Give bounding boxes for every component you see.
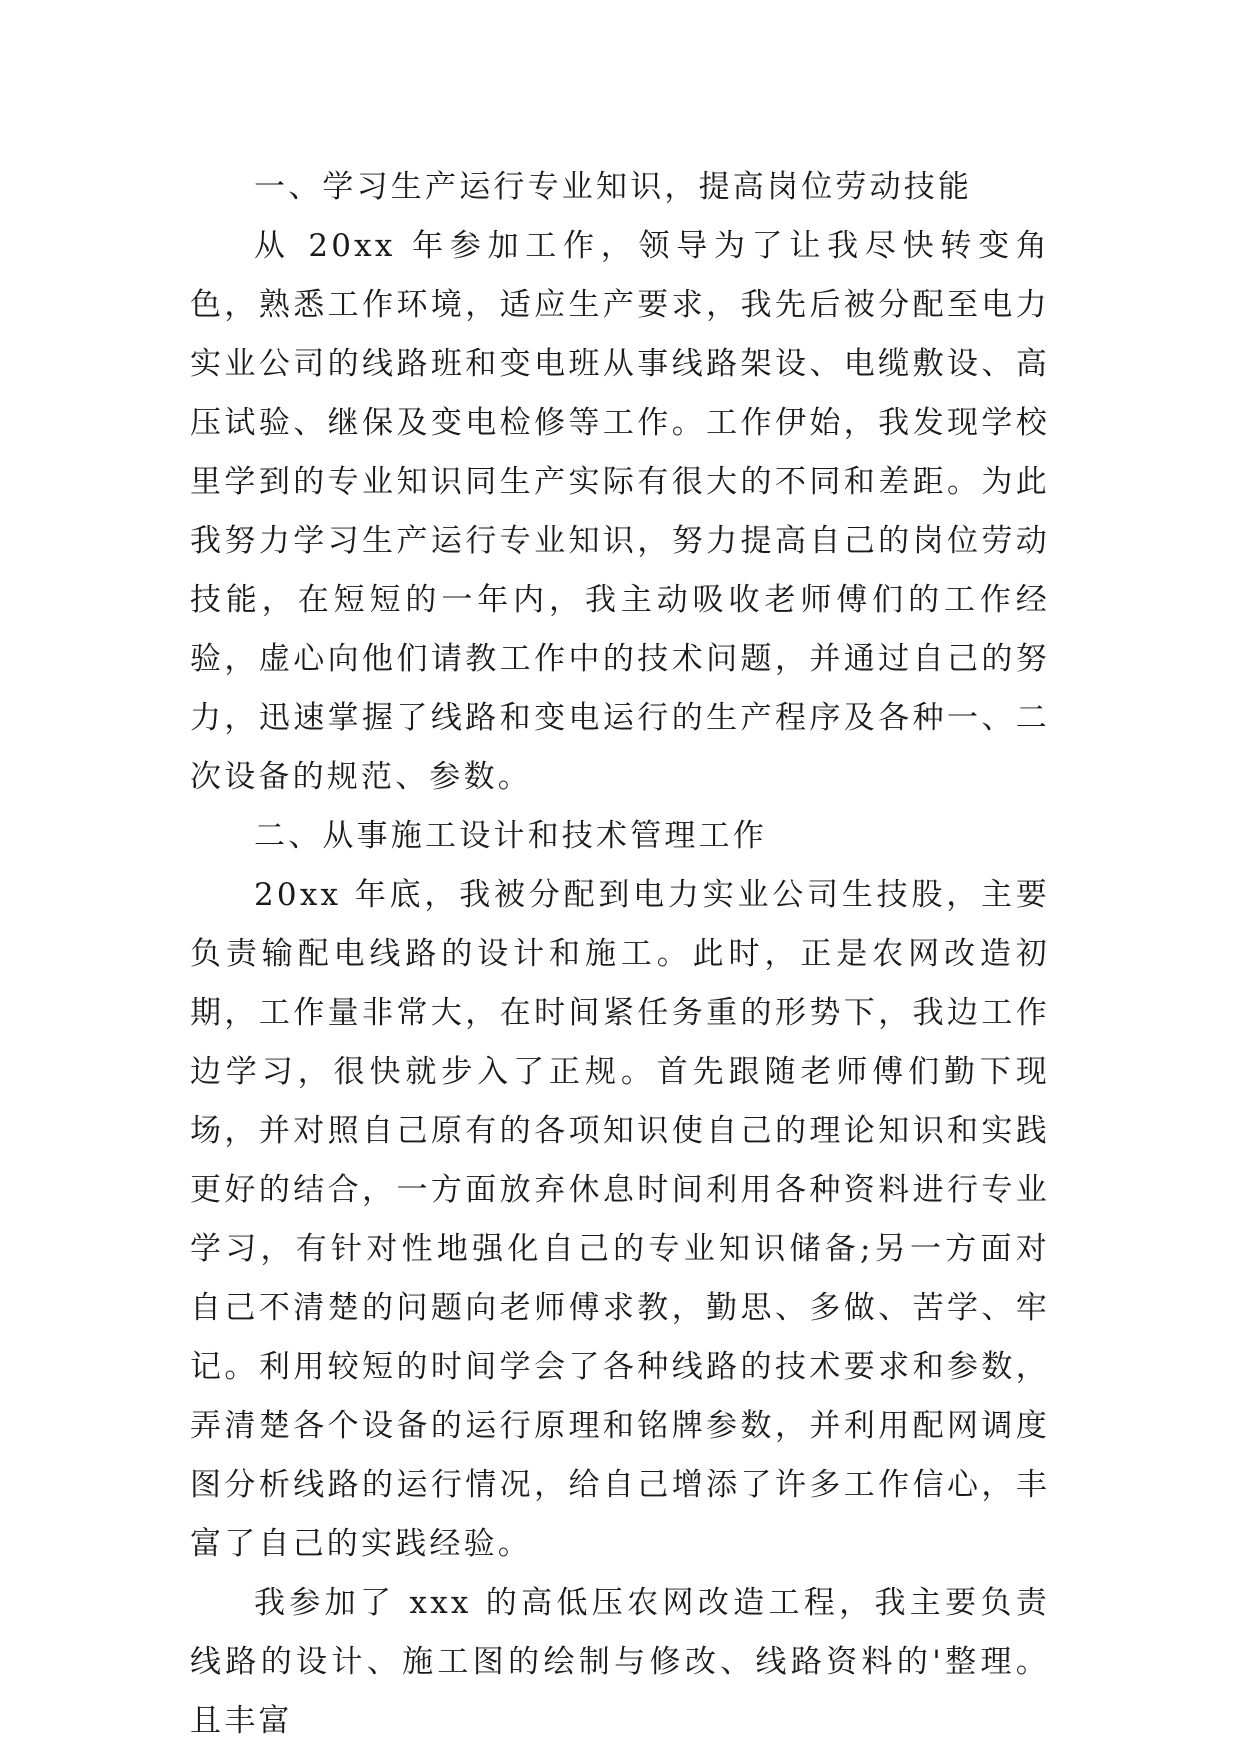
document-body	[190, 158, 1050, 1751]
paragraph-2: 20xx 年底，我被分配到电力实业公司生技股，主要负责输配电线路的设计和施工。此时，正是农网改造初期，工作量非常大，在时间紧任务重的形势下，我边工作边学习，很快就步入了正规。首先跟随老师傅们勤下现场，并对照自己原有的各项知识使自己的理论知识和实践更好的结合，一方面放弃休息时间利用各种资料进行专业学习，有针对性地强化自己的专业知识储备;另一方面对自己不清楚的问题向老师傅求教，勤思、多做、苦学、牢记。利用较短的时间学会了各种线路的技术要求和参数，弄清楚各个设备的运行原理和铭牌参数，并利用配网调度图分析线路的运行情况，给自己增添了许多工作信心，丰富了自己的实践经验。	[190, 877, 1050, 1562]
section-heading-2: 二、从事施工设计和技术管理工作	[254, 818, 767, 854]
paragraph-1: 从 20xx 年参加工作，领导为了让我尽快转变角色，熟悉工作环境，适应生产要求，我先后被分配至电力实业公司的线路班和变电班从事线路架设、电缆敷设、高压试验、继保及变电检修等工作。工作伊始，我发现学校里学到的专业知识同生产实际有很大的不同和差距。为此我努力学习生产运行专业知识，努力提高自己的岗位劳动技能，在短短的一年内，我主动吸收老师傅们的工作经验，虚心向他们请教工作中的技术问题，并通过自己的努力，迅速掌握了线路和变电运行的生产程序及各种一、二次设备的规范、参数。	[190, 228, 1050, 795]
paragraph-3: 我参加了 xxx 的高低压农网改造工程，我主要负责线路的设计、施工图的绘制与修改、线路资料的'整理。且丰富	[190, 1585, 1050, 1739]
section-heading-1: 一、学习生产运行专业知识，提高岗位劳动技能	[254, 169, 973, 205]
